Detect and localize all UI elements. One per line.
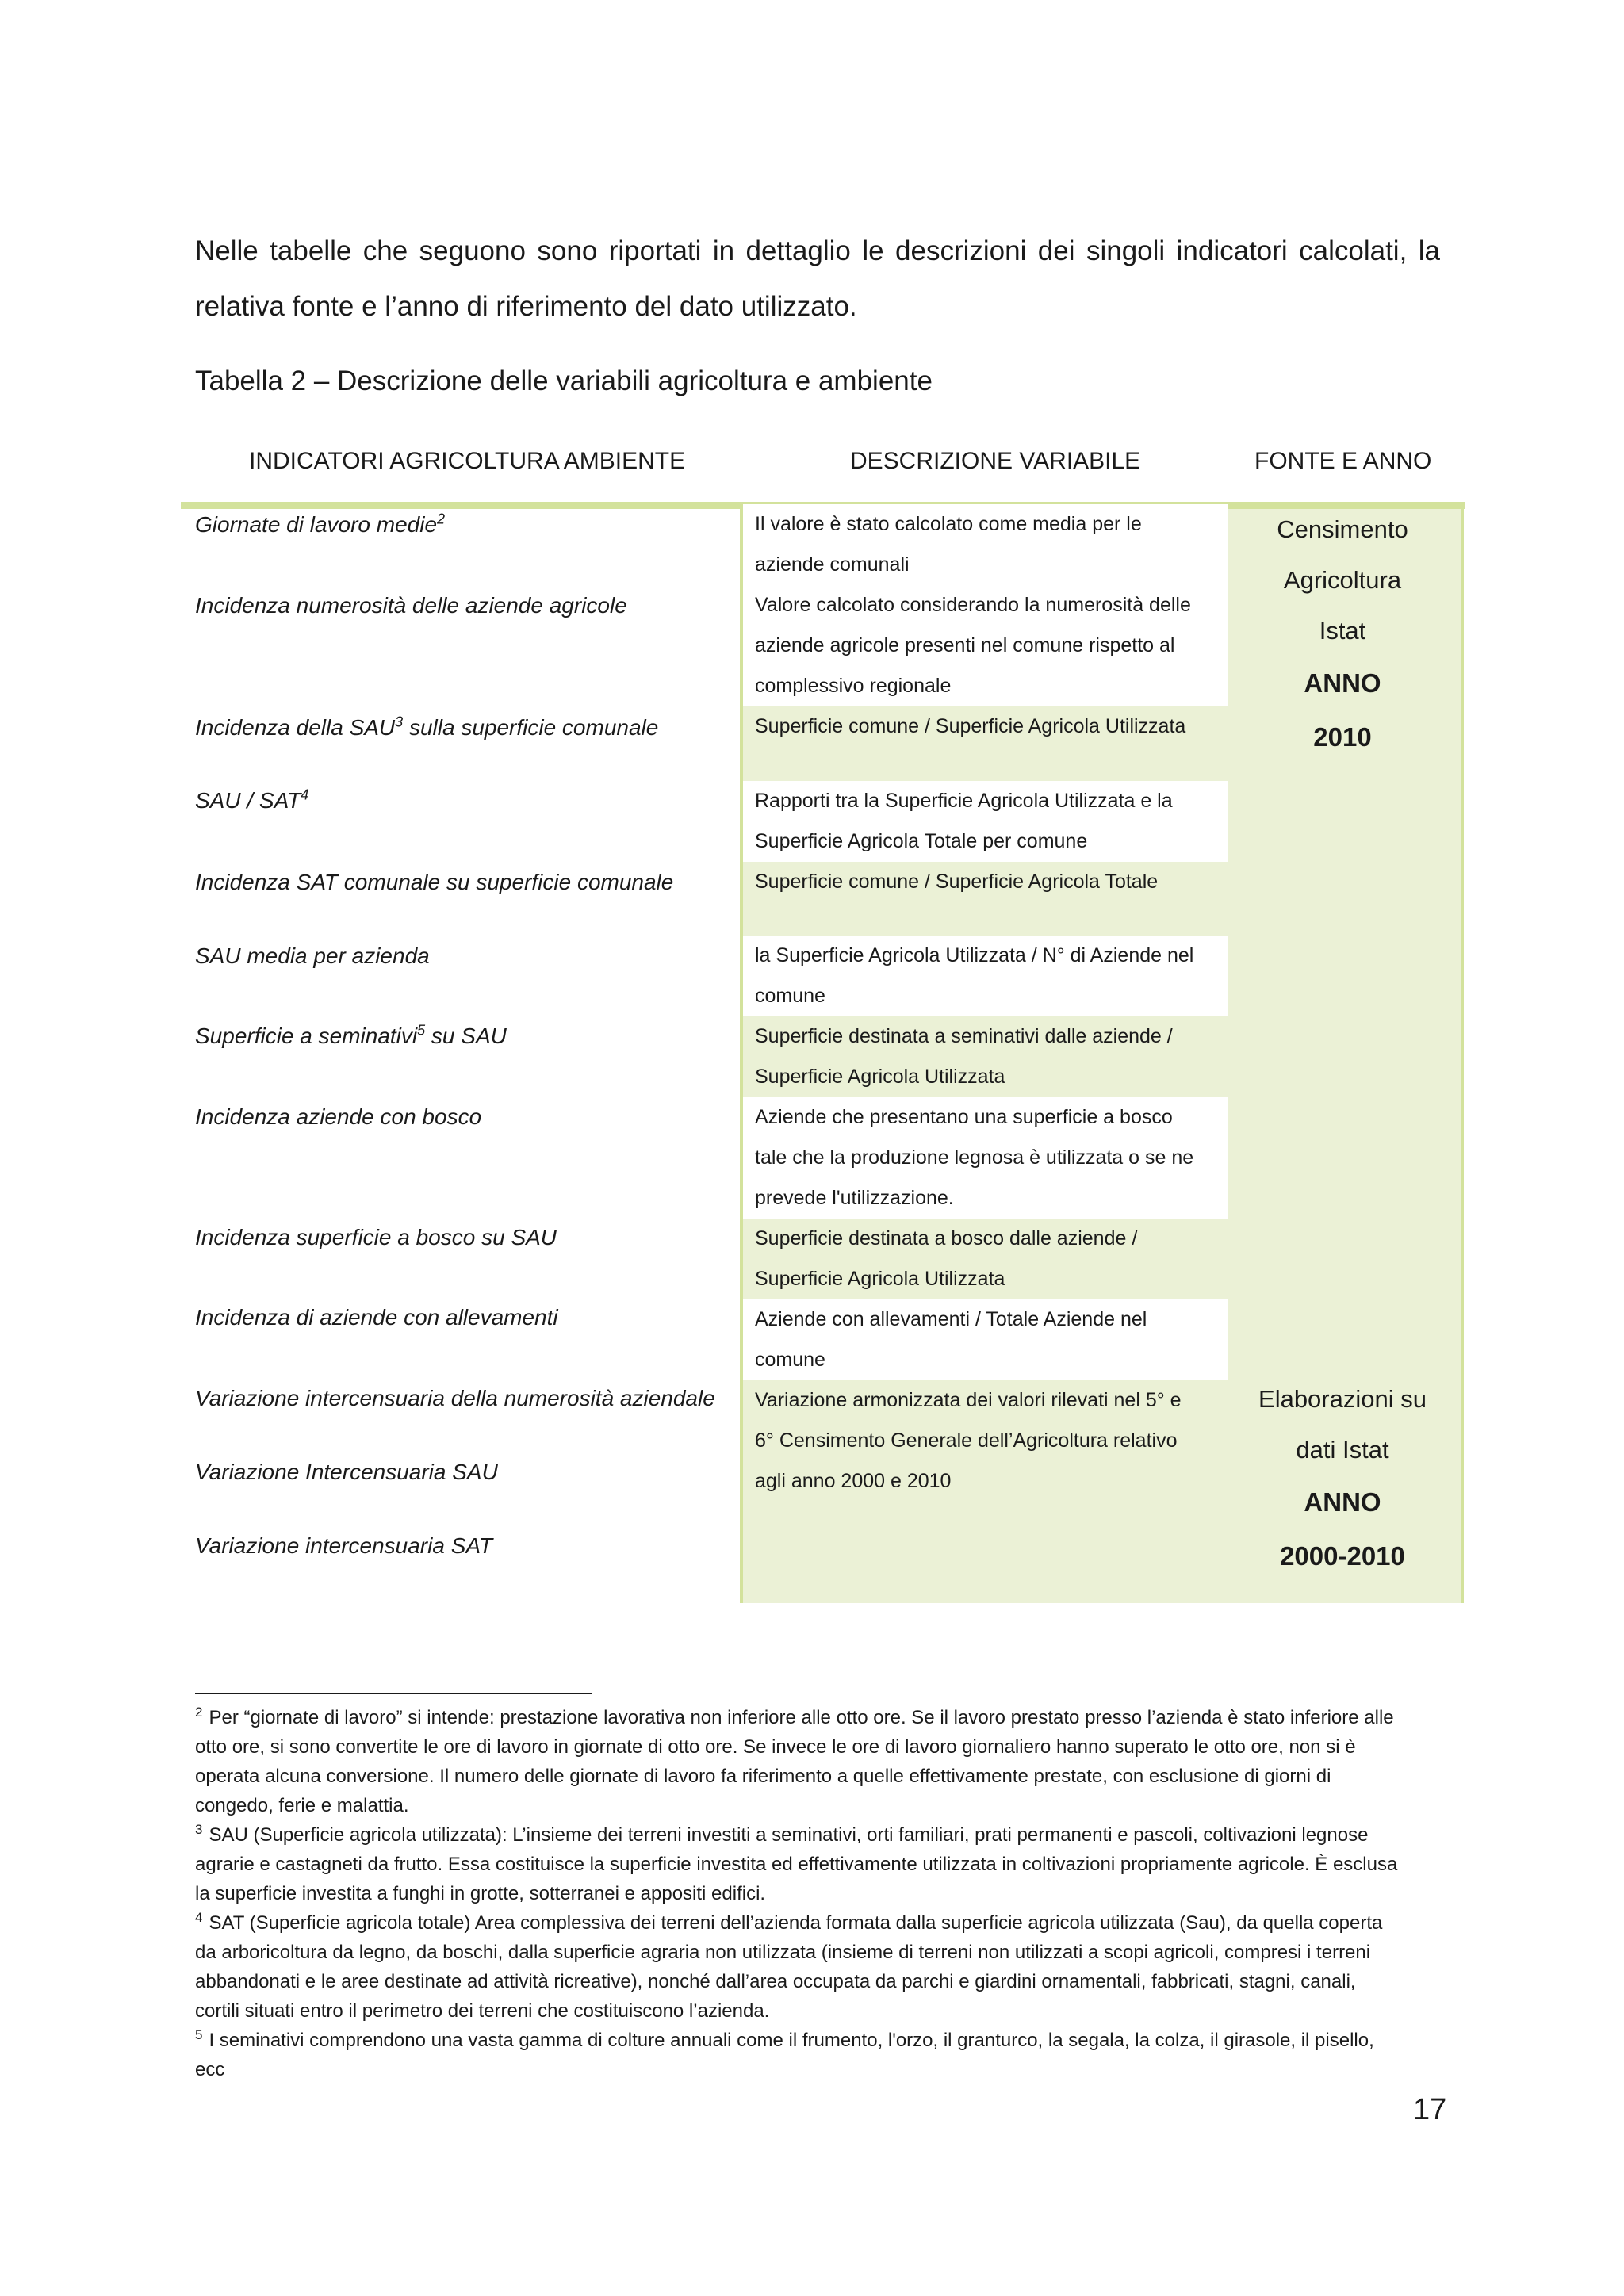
indicator-row: Incidenza numerosità delle aziende agricole xyxy=(195,593,627,618)
indicator-row: Incidenza SAT comunale su superficie comunale xyxy=(195,870,674,894)
header-source: FONTE E ANNO xyxy=(1254,448,1432,474)
description-cell: Variazione armonizzata dei valori rilevati nel 5° e 6° Censimento Generale dell’Agricoltura relativo agli anno 2000 e 2010 xyxy=(755,1389,1182,1492)
description-cell: la Superficie Agricola Utilizzata / N° di Aziende nel comune xyxy=(743,936,1228,1016)
indicator-row: Incidenza aziende con bosco xyxy=(195,1104,482,1129)
description-cell: Aziende che presentano una superficie a bosco tale che la produzione legnosa è utilizzata o se ne prevede l'utilizzazione. xyxy=(743,1097,1228,1219)
indicator-row: Incidenza superficie a bosco su SAU xyxy=(195,1225,557,1249)
source-cell: Elaborazioni su dati Istat ANNO 2000-2010 xyxy=(1258,1385,1427,1571)
indicator-row: Giornate di lavoro medie$^2$ xyxy=(195,511,446,537)
source-cell: Censimento Agricoltura Istat ANNO 2010 xyxy=(1277,515,1408,752)
description-cell: Rapporti tra la Superficie Agricola Utilizzata e la Superficie Agricola Totale per comune xyxy=(743,781,1228,862)
table-caption: Tabella 2 – Descrizione delle variabili agricoltura e ambiente xyxy=(195,365,933,396)
description-cell: Superficie destinata a seminativi dalle aziende / Superficie Agricola Utilizzata xyxy=(755,1025,1173,1088)
footnote-separator xyxy=(195,1693,592,1694)
indicator-row: Incidenza di aziende con allevamenti xyxy=(195,1305,558,1330)
indicator-row: SAU media per azienda xyxy=(195,943,430,968)
intro-paragraph: Nelle tabelle che seguono sono riportati in dettaglio le descrizioni dei singoli indicatori calcolati, la relativa fonte e l’anno di riferimento del dato utilizzato. xyxy=(195,235,1440,322)
indicator-row: Superficie a seminativi$^5$ su SAU xyxy=(195,1022,507,1048)
description-cell: Aziende con allevamenti / Totale Aziende nel comune xyxy=(743,1299,1228,1380)
footnote: $^5$ I seminativi comprendono una vasta gamma di colture annuali come il frumento, l'orzo, il granturco, la segala, la colza, il girasole, il pisello, ecc xyxy=(195,2027,1374,2080)
indicator-row: Incidenza della SAU$^3$ sulla superficie comunale xyxy=(195,714,659,740)
description-cell: Superficie comune / Superficie Agricola Totale xyxy=(755,871,1159,893)
footnote: $^2$ Per “giornate di lavoro” si intende: prestazione lavorativa non inferiore alle otto ore. Se il lavoro prestato presso l’azienda è stato inferiore alle otto ore, si sono convertite le ore di lavoro in giornate di otto ore. Se invece le ore di lavoro giornaliero hanno superato le otto ore, non si è operata alcuna conversione. Il numero delle giornate di lavoro fa riferimento a quelle effettivamente prestate, con esclusione di giorni di congedo, ferie e malattia. xyxy=(195,1705,1394,1816)
footnote: $^4$ SAT (Superficie agricola totale) Area complessiva dei terreni dell’azienda formata dalla superficie agricola utilizzata (Sau), da quella coperta da arboricoltura da legno, da boschi, dalla superficie agraria non utilizzata (insieme di terreni non utilizzati a scopi agricoli, compresi i terreni abbandonati e le aree destinate ad attività ricreative), nonché dall’area occupata da parchi e giardini ornamentali, fabbricati, stagni, canali, cortili situati entro il perimetro dei terreni che costituiscono l’azienda. xyxy=(195,1910,1383,2022)
header-indicators: INDICATORI AGRICOLTURA AMBIENTE xyxy=(249,448,686,474)
description-cell: Superficie destinata a bosco dalle aziende / Superficie Agricola Utilizzata xyxy=(755,1227,1138,1290)
indicator-row: SAU / SAT$^4$ xyxy=(195,786,309,813)
description-cell: Superficie comune / Superficie Agricola Utilizzata xyxy=(755,715,1186,737)
indicator-row: Variazione Intercensuaria SAU xyxy=(195,1460,498,1484)
description-cell: Il valore è stato calcolato come media per le aziende comunali xyxy=(743,504,1228,585)
indicator-row: Variazione intercensuaria SAT xyxy=(195,1533,493,1558)
indicator-row: Variazione intercensuaria della numerosità aziendale xyxy=(195,1386,715,1410)
footnote: $^3$ SAU (Superficie agricola utilizzata): L’insieme dei terreni investiti a seminativi, orti familiari, prati permanenti e pascoli, coltivazioni legnose agrarie e castagneti da frutto. Essa costituisce la superficie investita ed effettivamente utilizzata in coltivazioni propriamente agricole. È esclusa la superficie investita a funghi in grotte, sotterranei e appositi edifici. xyxy=(195,1822,1398,1904)
description-cell: Valore calcolato considerando la numerosità delle aziende agricole presenti nel comune rispetto al complessivo regionale xyxy=(743,585,1228,706)
page-number: 17 xyxy=(1413,2093,1447,2126)
footnotes xyxy=(195,1703,1400,2084)
header-description: DESCRIZIONE VARIABILE xyxy=(850,448,1141,474)
